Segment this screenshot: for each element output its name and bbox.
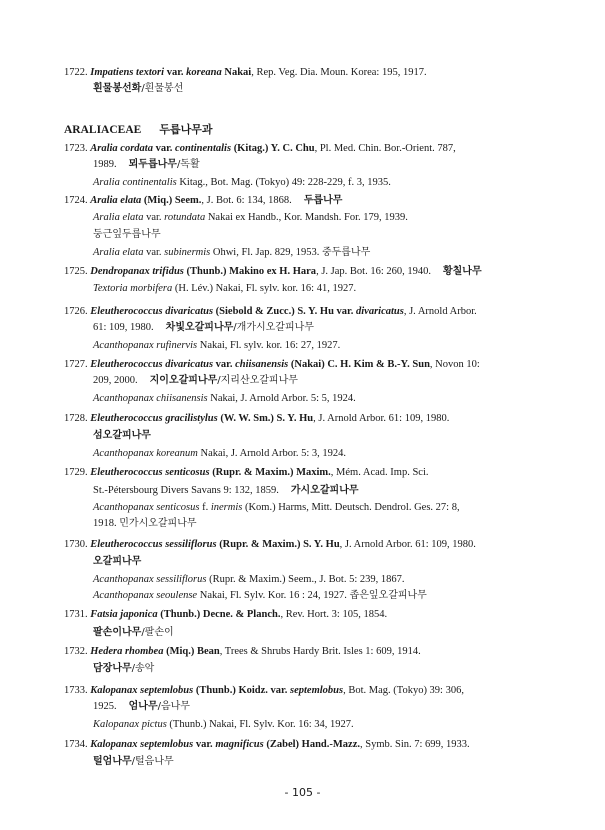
text-segment: 1918. (93, 518, 120, 529)
text-segment: , J. Jap. Bot. 16: 260, 1940. (316, 266, 431, 277)
text-segment: 흰물봉선화 (93, 83, 142, 94)
text-line (93, 447, 346, 461)
page-number: - 105 - (284, 786, 321, 799)
text-segment: Kalopanax septemlobus (90, 739, 194, 750)
text-segment: 가시오갈피나무 (290, 485, 359, 496)
text-segment: 팔손이나무 (93, 627, 142, 638)
text-segment: Acanthopanax seoulense (93, 590, 198, 601)
text-segment: Aralia elata (93, 212, 144, 223)
text-segment: (Miq.) Seem. (141, 195, 202, 206)
text-segment: f. (199, 502, 211, 513)
text-line (93, 755, 174, 769)
text-segment: divaricatus (356, 306, 404, 317)
text-segment: 두릅나무 (303, 195, 343, 206)
text-segment: 61: 109, 1980. (93, 322, 154, 333)
text-segment: /음나무 (157, 701, 190, 712)
text-segment: (Rupr. & Maxim.) S. Y. Hu (216, 539, 340, 550)
text-segment: 둥근잎두릅나무 (93, 229, 161, 240)
text-segment: Textoria morbifera (93, 283, 173, 294)
text-segment: continentalis (175, 143, 232, 154)
text-segment: 1730. (64, 539, 91, 550)
text-segment: 지이오갈피나무 (149, 375, 218, 386)
text-segment: 차빛오갈피나무 (165, 322, 234, 333)
text-segment: Nakai ex Handb., Kor. Mandsh. For. 179, 1939. (205, 212, 408, 223)
text-segment: rotundata (164, 212, 206, 223)
text-segment: septemlobus (290, 685, 344, 696)
text-line (64, 66, 427, 80)
text-line (93, 282, 356, 296)
text-segment: Nakai, J. Arnold Arbor. 5: 5, 1924. (207, 393, 356, 404)
text-line (93, 662, 154, 676)
text-segment: 좁은잎오갈피나무 (349, 590, 427, 601)
text-segment: Acanthopanax sessiliflorus (93, 574, 207, 585)
text-segment: Acanthopanax senticosus (93, 502, 200, 513)
text-segment: 섬오갈피나무 (93, 430, 151, 441)
text-segment: 1733. (64, 685, 91, 696)
text-line (93, 718, 354, 732)
text-segment: 털엄나무 (93, 756, 132, 767)
text-segment: , J. Bot. 6: 134, 1868. (201, 195, 292, 206)
family-korean: 두릅나무과 (159, 123, 213, 136)
text-segment: /개가시오갈피나무 (233, 322, 314, 333)
text-segment: Aralia elata (90, 195, 142, 206)
text-segment: var. (164, 67, 187, 78)
text-segment: 오갈피나무 (93, 556, 142, 567)
text-segment: St.-Pétersbourg Divers Savans 9: 132, 1859. (93, 485, 279, 496)
text-segment: /송악 (131, 663, 155, 674)
text-segment: Nakai, J. Arnold Arbor. 5: 3, 1924. (197, 448, 347, 459)
text-segment: (W. W. Sm.) S. Y. Hu (217, 413, 314, 424)
text-line (93, 321, 314, 335)
text-segment: , Rep. Veg. Dia. Moun. Korea: 195, 1917. (251, 67, 427, 78)
text-line (93, 501, 460, 515)
text-line (93, 555, 141, 569)
text-line (93, 429, 151, 443)
text-line (64, 358, 480, 372)
text-segment: Hedera rhombea (90, 646, 164, 657)
text-segment: Kalopanax pictus (93, 719, 167, 730)
text-line (64, 684, 464, 698)
text-segment: Nakai (221, 67, 252, 78)
text-segment: 1727. (64, 359, 91, 370)
text-segment: (Kitag.) Y. C. Chu (231, 143, 315, 154)
text-segment: (H. Lév.) Nakai, Fl. sylv. kor. 16: 41, 1927. (172, 283, 357, 294)
text-line (64, 608, 387, 622)
text-segment: magnificus (215, 739, 264, 750)
family-heading (64, 121, 212, 137)
text-segment: 1925. (93, 701, 117, 712)
text-segment: var. (152, 143, 176, 154)
text-line (64, 466, 429, 480)
text-segment: Nakai, Fl. sylv. kor. 16: 27, 1927. (197, 340, 341, 351)
text-segment: , Symb. Sin. 7: 699, 1933. (360, 739, 470, 750)
text-line (93, 374, 298, 388)
text-line (93, 176, 391, 190)
text-segment: /흰물봉선 (141, 83, 184, 94)
text-segment: 1723. (64, 143, 91, 154)
text-segment: Eleutherococcus sessiliflorus (90, 539, 217, 550)
text-segment: Eleutherococcus gracilistylus (90, 413, 218, 424)
text-segment: Dendropanax trifidus (90, 266, 184, 277)
text-segment: (Thunb.) Nakai, Fl. Sylv. Kor. 16: 34, 1927. (166, 719, 354, 730)
text-segment: 1728. (64, 413, 91, 424)
text-segment: , Trees & Shrubs Hardy Brit. Isles 1: 609, 1914. (219, 646, 421, 657)
text-line (64, 142, 456, 156)
text-line (93, 484, 359, 498)
text-segment: 1729. (64, 467, 91, 478)
text-segment: 뫼두릅나무 (128, 159, 177, 170)
text-line (93, 700, 190, 714)
text-segment: (Kom.) Harms, Mitt. Deutsch. Dendrol. Ges. 27: 8, (242, 502, 460, 513)
text-segment: , Pl. Med. Chin. Bor.-Orient. 787, (314, 143, 456, 154)
text-segment: , J. Arnold Arbor. 61: 109, 1980. (339, 539, 476, 550)
text-segment: (Zabel) Hand.-Mazz. (263, 739, 360, 750)
text-segment: (Siebold & Zucc.) S. Y. Hu var. (213, 306, 356, 317)
text-line (93, 246, 370, 260)
text-line (93, 228, 161, 242)
text-line (93, 589, 427, 603)
text-line (93, 211, 408, 225)
text-segment: 1732. (64, 646, 91, 657)
text-line (93, 158, 200, 172)
text-segment: 1734. (64, 739, 91, 750)
text-line (93, 626, 174, 640)
text-segment: 1722. (64, 67, 91, 78)
text-segment: var. (143, 212, 165, 223)
text-segment: , Mém. Acad. Imp. Sci. (330, 467, 429, 478)
text-segment: Acanthopanax rufinervis (93, 340, 198, 351)
text-segment: Eleutherococcus senticosus (90, 467, 210, 478)
family-latin: ARALIACEAE (64, 124, 142, 136)
text-segment: Aralia cordata (90, 143, 153, 154)
text-segment: 담장나무 (93, 663, 132, 674)
text-line (64, 265, 482, 279)
text-segment: /팔손이 (141, 627, 174, 638)
text-segment: Impatiens textori (90, 67, 165, 78)
text-segment: 1724. (64, 195, 91, 206)
text-segment: , Novon 10: (429, 359, 480, 370)
text-segment: var. (213, 359, 236, 370)
text-segment: 엄나무 (128, 701, 158, 712)
text-segment: /털음나무 (131, 756, 174, 767)
text-segment: 1731. (64, 609, 91, 620)
text-segment: 중두릅나무 (321, 247, 371, 258)
text-segment: 황칠나무 (442, 266, 482, 277)
text-segment: 1725. (64, 266, 91, 277)
text-segment: , J. Arnold Arbor. (403, 306, 477, 317)
text-segment: (Thunb.) Makino ex H. Hara (183, 266, 317, 277)
text-segment: 1726. (64, 306, 91, 317)
text-line (93, 392, 356, 406)
text-segment: Kitag., Bot. Mag. (Tokyo) 49: 228-229, f. 3, 1935. (176, 177, 391, 188)
text-segment: Nakai, Fl. Sylv. Kor. 16 : 24, 1927. (197, 590, 350, 601)
text-segment: 209, 2000. (93, 375, 138, 386)
text-segment: (Miq.) Bean (163, 646, 220, 657)
text-segment: 1989. (93, 159, 117, 170)
text-line (64, 538, 476, 552)
text-line (64, 194, 342, 208)
text-segment: Aralia elata (93, 247, 144, 258)
text-segment: 민가시오갈피나무 (119, 518, 197, 529)
text-segment: Acanthopanax koreanum (93, 448, 198, 459)
text-segment: (Thunb.) Koidz. var. (193, 685, 290, 696)
text-segment: var. (143, 247, 165, 258)
text-line (64, 645, 421, 659)
text-segment: /지리산오갈피나무 (217, 375, 298, 386)
text-segment: (Thunb.) Decne. & Planch. (157, 609, 281, 620)
text-segment: chiisanensis (235, 359, 289, 370)
text-segment: (Rupr. & Maxim.) Maxim. (209, 467, 331, 478)
text-segment: Acanthopanax chiisanensis (93, 393, 208, 404)
text-segment: subinermis (164, 247, 211, 258)
text-line (93, 339, 340, 353)
text-segment: Eleutherococcus divaricatus (90, 359, 214, 370)
text-line (64, 305, 477, 319)
text-segment: Kalopanax septemlobus (90, 685, 194, 696)
text-segment: Fatsia japonica (90, 609, 158, 620)
text-segment: Ohwi, Fl. Jap. 829, 1953. (210, 247, 322, 258)
text-segment: var. (193, 739, 216, 750)
text-segment: /독활 (176, 159, 200, 170)
text-line (93, 573, 405, 587)
text-segment: Aralia continentalis (93, 177, 177, 188)
text-line (93, 82, 183, 96)
text-segment: koreana (186, 67, 222, 78)
text-segment: , J. Arnold Arbor. 61: 109, 1980. (313, 413, 450, 424)
text-segment: , Bot. Mag. (Tokyo) 39: 306, (343, 685, 464, 696)
text-line (64, 738, 470, 752)
text-segment: (Rupr. & Maxim.) Seem., J. Bot. 5: 239, 1867. (206, 574, 405, 585)
text-segment: inermis (210, 502, 243, 513)
text-segment: (Nakai) C. H. Kim & B.-Y. Sun (288, 359, 430, 370)
text-line (93, 517, 197, 531)
text-line (64, 412, 449, 426)
text-segment: Eleutherococcus divaricatus (90, 306, 214, 317)
text-segment: , Rev. Hort. 3: 105, 1854. (280, 609, 388, 620)
